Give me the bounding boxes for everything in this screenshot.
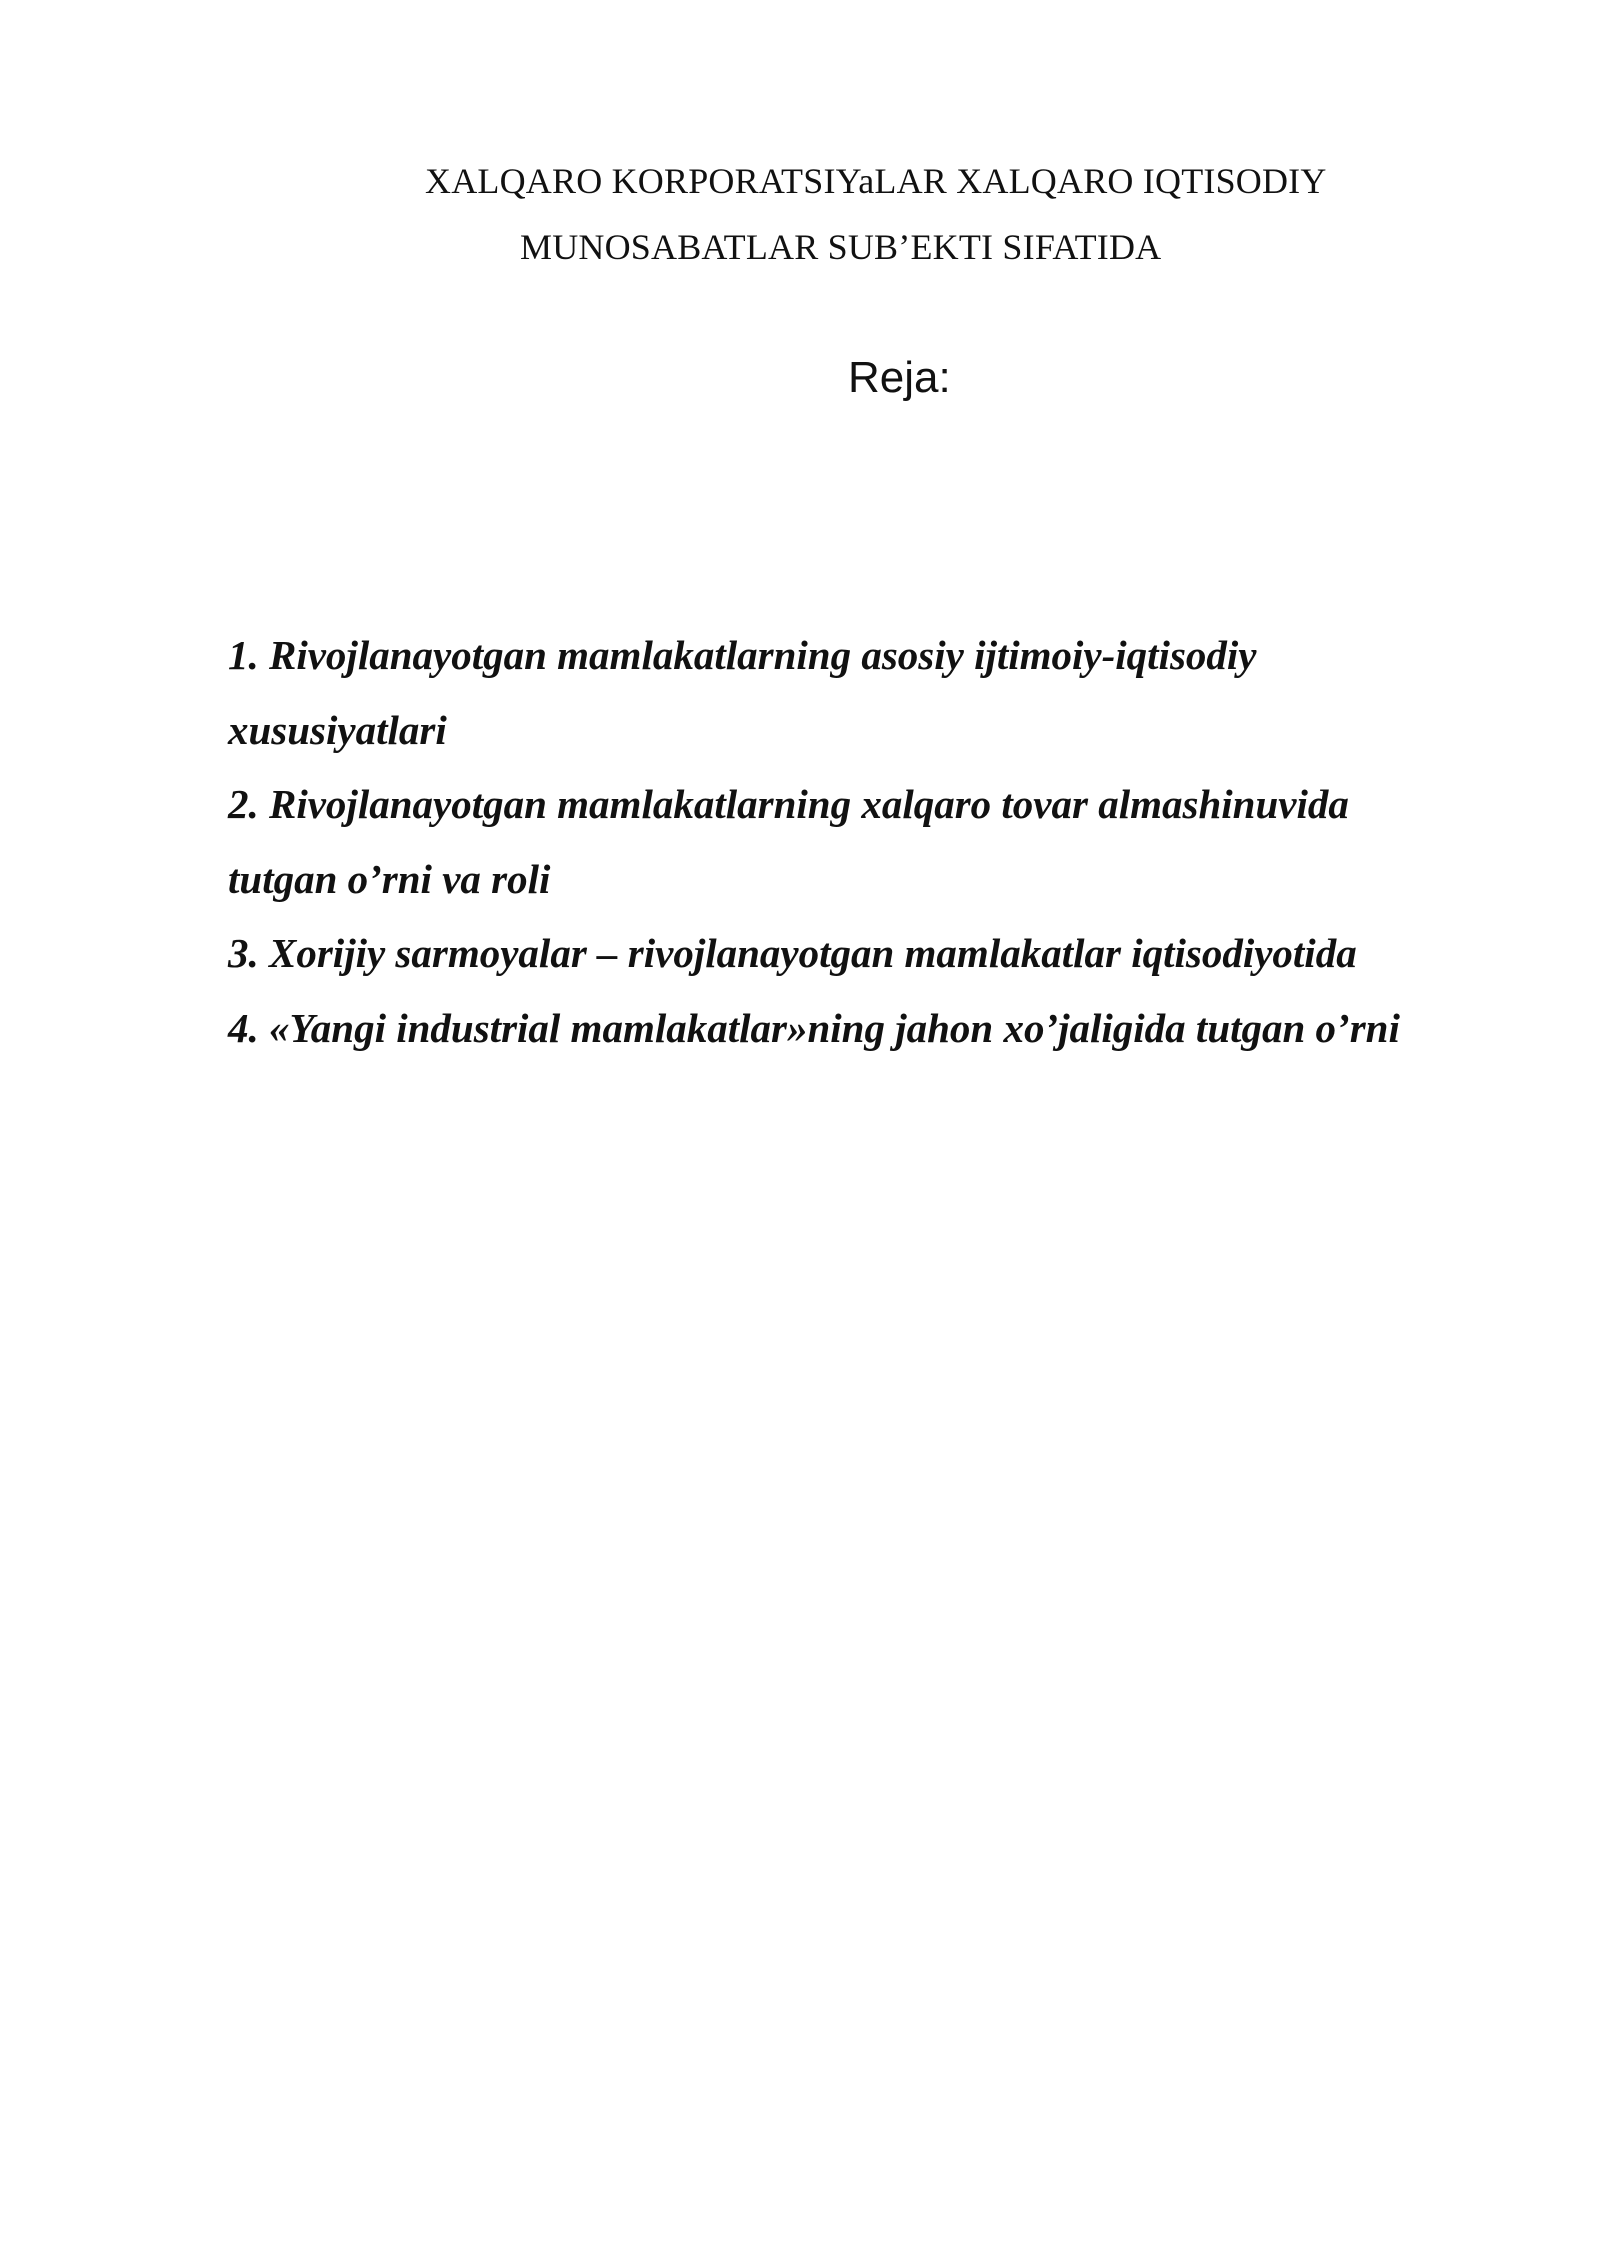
document-title-line-2: MUNOSABATLAR SUB’EKTI SIFATIDA (520, 227, 1162, 267)
plan-item-1: 1. Rivojlanayotgan mamlakatlarning asosiy ijtimoiy-iqtisodiy xususiyatlari (228, 632, 1257, 753)
plan-item-2: 2. Rivojlanayotgan mamlakatlarning xalqaro tovar almashinuvida tutgan o’rni va roli (228, 781, 1349, 902)
document-title-line-1: XALQARO KORPORATSIYaLAR XALQARO IQTISODIY (425, 161, 1327, 201)
plan-item-3: 3. Xorijiy sarmoyalar – rivojlanayotgan mamlakatlar iqtisodiyotida (228, 930, 1357, 976)
plan-heading: Reja: (848, 353, 951, 402)
plan-item-4: 4. «Yangi industrial mamlakatlar»ning jahon xo’jaligida tutgan o’rni (228, 1004, 1400, 1051)
plan-list (228, 618, 1488, 1065)
document-title (0, 148, 1600, 280)
